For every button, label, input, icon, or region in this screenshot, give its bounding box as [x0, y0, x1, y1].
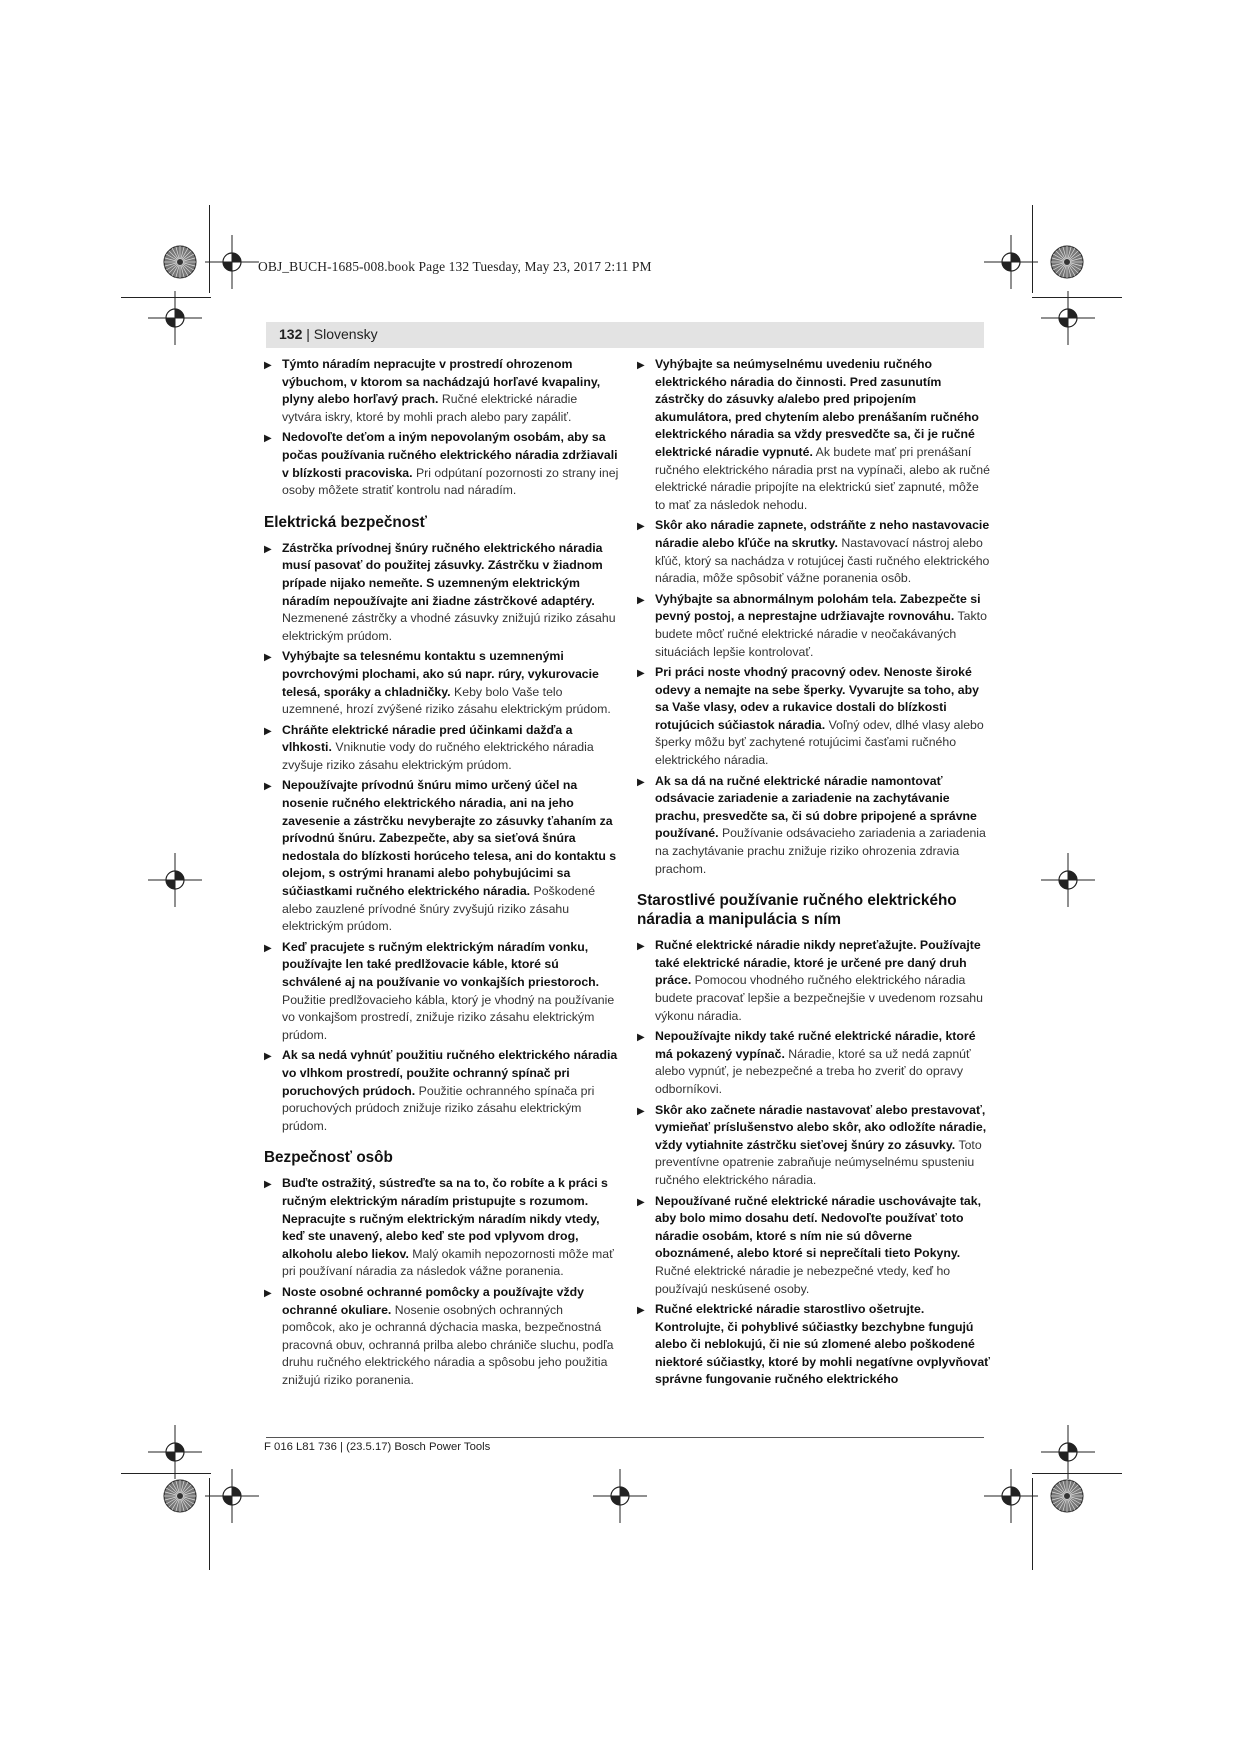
- item-normal-text: Používanie odsávacieho zariadenia a zariadenia na zachytávanie prachu znižuje riziko ohrozenia zdravia prachom.: [655, 826, 986, 876]
- list-item: [264, 1284, 619, 1390]
- item-bold-text: Zástrčka prívodnej šnúry ručného elektrického náradia musí pasovať do použitej zásuvky. Zástrčku v žiadnom prípade nijako nemeňte. S uzemneným elektrickým náradím nepoužívajte ani žiadne zástrčkové adaptéry.: [282, 540, 603, 608]
- item-bold-text: Ak sa dá na ručné elektrické náradie namontovať odsávacie zariadenie a zariadenie na zachytávanie prachu, presvedčte sa, či sú dobre pripojené a správne používané.: [655, 773, 977, 841]
- left-intro-list: [264, 356, 619, 500]
- list-item: [264, 356, 619, 426]
- item-bold-text: Vyhýbajte sa abnormálnym polohám tela. Zabezpečte si pevný postoj, a neprestajne udržiavajte rovnováhu.: [655, 591, 981, 624]
- item-bold-text: Vyhýbajte sa neúmyselnému uvedeniu ručného elektrického náradia do činnosti. Pred zasunutím zástrčky do zásuvky a/alebo pred pripojením akumulátora, pred chytením alebo prenášaním ručného elektrického náradia sa vždy presvedčte sa, či je ručné elektrické náradie vypnuté.: [655, 357, 979, 459]
- section-heading-electrical-safety: Elektrická bezpečnosť: [264, 513, 427, 531]
- bullet-icon: ▶: [264, 652, 272, 664]
- item-bold-text: Noste osobné ochranné pomôcky a používajte vždy ochranné okuliare.: [282, 1284, 585, 1317]
- bullet-icon: ▶: [637, 1196, 645, 1208]
- bullet-icon: ▶: [637, 521, 645, 533]
- registration-crosshair-icon: [984, 1469, 1038, 1523]
- bullet-icon: ▶: [637, 360, 645, 371]
- registration-crosshair-icon: [1041, 291, 1095, 345]
- list-item: [637, 1193, 992, 1299]
- right-column: [637, 356, 992, 1392]
- crop-line: [209, 1478, 210, 1570]
- bullet-icon: ▶: [264, 543, 272, 555]
- bullet-icon: ▶: [637, 594, 645, 606]
- bullet-icon: ▶: [264, 1179, 272, 1191]
- registration-crosshair-icon: [148, 291, 202, 345]
- item-bold-text: Nepoužívajte prívodnú šnúru mimo určený účel na nosenie ručného elektrického náradia, ani na jeho zavesenie a zástrčku nevyberajte zo zásuvky ťahaním za prívodnú šnúru. Zabezpečte, aby sa sieťová šnúra nedostala do blízkosti horúceho telesa, ani do kontaktu s olejom, s ostrými hranami alebo pohybujúcimi sa súčiastkami ručného elektrického náradia.: [282, 778, 617, 899]
- color-bar-icon: [162, 1478, 198, 1514]
- item-bold-text: Chráňte elektrické náradie pred účinkami dažďa a vlhkosti.: [282, 722, 573, 755]
- page-header: [279, 326, 378, 342]
- list-item: [264, 1175, 619, 1281]
- list-item: [264, 648, 619, 718]
- item-normal-text: Vniknutie vody do ručného elektrického náradia zvyšuje riziko zásahu elektrickým prúdom.: [282, 740, 594, 772]
- item-bold-text: Buďte ostražitý, sústreďte sa na to, čo robíte a k práci s ručným elektrickým náradím pristupujte s rozumom. Nepracujte s ručným elektrickým náradím nikdy vtedy, keď ste unavený, alebo keď ste pod vplyvom drog, alkoholu alebo liekov.: [282, 1176, 608, 1261]
- bullet-icon: ▶: [264, 360, 272, 371]
- bullet-icon: ▶: [264, 1287, 272, 1299]
- bullet-icon: ▶: [637, 776, 645, 788]
- bullet-icon: ▶: [264, 1051, 272, 1063]
- crop-line: [1032, 205, 1033, 293]
- list-item: [264, 429, 619, 499]
- registration-crosshair-icon: [148, 1425, 202, 1479]
- bullet-icon: ▶: [264, 433, 272, 445]
- item-normal-text: Nezmenené zástrčky a vhodné zásuvky znižujú riziko zásahu elektrickým prúdom.: [282, 611, 616, 643]
- item-normal-text: Pri odpútaní pozornosti zo strany inej osoby môžete stratiť kontrolu nad náradím.: [282, 465, 619, 498]
- list-item: [637, 664, 992, 770]
- item-normal-text: Použitie ochranného spínača pri poruchových prúdoch znižuje riziko zásahu elektrickým prúdom.: [282, 1083, 595, 1133]
- bullet-icon: ▶: [264, 942, 272, 954]
- item-bold-text: Ak sa nedá vyhnúť použitiu ručného elektrického náradia vo vlhkom prostredí, použite ochranný spínač pri poruchových prúdoch.: [282, 1048, 618, 1098]
- bullet-icon: ▶: [264, 781, 272, 793]
- item-normal-text: Nosenie osobných ochranných pomôcok, ako je ochranná dýchacia maska, bezpečnostná pracovná obuv, ochranná prilba alebo chrániče sluchu, podľa druhu ručného elektrického náradia a spôsobu jeho použitia znižujú riziko poranenia.: [282, 1302, 614, 1387]
- list-item: [637, 1028, 992, 1098]
- header-language: Slovensky: [313, 326, 378, 342]
- item-normal-text: Keby bolo Vaše telo uzemnené, hrozí zvýšené riziko zásahu elektrickým prúdom.: [282, 684, 611, 717]
- bullet-icon: ▶: [637, 668, 645, 680]
- footer-rule: [266, 1437, 984, 1438]
- item-normal-text: Ručné elektrické náradie vytvára iskry, ktoré by mohli prach alebo pary zapáliť.: [282, 392, 578, 424]
- list-item: [637, 356, 992, 514]
- item-normal-text: Použitie predlžovacieho kábla, ktorý je vhodný na používanie vo vonkajšom prostredí, znižuje riziko zásahu elektrickým prúdom.: [282, 992, 615, 1042]
- list-item: [637, 773, 992, 879]
- section-heading-tool-use-and-care: Starostlivé používanie ručného elektrického náradia a manipulácia s ním: [637, 892, 957, 929]
- list-item: [637, 1102, 992, 1190]
- section-heading-personal-safety: Bezpečnosť osôb: [264, 1149, 393, 1167]
- registration-crosshair-icon: [205, 1469, 259, 1523]
- item-normal-text: Toto preventívne opatrenie zabraňuje neúmyselnému spusteniu ručného elektrického náradia.: [655, 1137, 982, 1187]
- item-bold-text: Pri práci noste vhodný pracovný odev. Nenoste široké odevy a nemajte na sebe šperky. Vyvarujte sa toho, aby sa Vaše vlasy, odev a rukavice dostali do blízkosti rotujúcich súčiastok náradia.: [655, 665, 979, 732]
- item-bold-text: Nepoužívajte nikdy také ručné elektrické náradie, ktoré má pokazený vypínač.: [655, 1029, 976, 1061]
- list-item: [637, 1301, 992, 1389]
- page-footer: F 016 L81 736 | (23.5.17) Bosch Power Tools: [264, 1441, 491, 1453]
- bullet-icon: ▶: [637, 1032, 645, 1044]
- registration-crosshair-icon: [984, 235, 1038, 289]
- item-bold-text: Skôr ako začnete náradie nastavovať alebo prestavovať, vymieňať príslušenstvo alebo skôr, ako odložíte náradie, vždy vytiahnite zástrčku sieťovej šnúry zo zásuvky.: [655, 1102, 987, 1152]
- registration-crosshair-icon: [1041, 1425, 1095, 1479]
- page-number: 132: [279, 326, 303, 342]
- crop-line: [209, 205, 210, 293]
- item-normal-text: Malý okamih nepozornosti môže mať pri používaní náradia za následok vážne poranenia.: [282, 1246, 614, 1279]
- personal-safety-list: [264, 1175, 619, 1389]
- list-item: [264, 540, 619, 646]
- item-bold-text: Keď pracujete s ručným elektrickým náradím vonku, používajte len také predlžovacie káble, ktoré sú schválené aj na používanie vo vonkajších priestoroch.: [282, 939, 600, 989]
- color-bar-icon: [162, 244, 198, 280]
- header-separator: |: [302, 326, 314, 342]
- item-normal-text: Nastavovací nástroj alebo kľúč, ktorý sa nachádza v rotujúcej časti ručného elektrického náradia, môže spôsobiť vážne poranenia osôb.: [655, 535, 990, 586]
- list-item: [637, 591, 992, 661]
- item-normal-text: Pomocou vhodného ručného elektrického náradia budete pracovať lepšie a bezpečnejšie v uvedenom rozsahu výkonu náradia.: [655, 973, 983, 1023]
- list-item: [264, 722, 619, 775]
- right-intro-list: [637, 356, 992, 878]
- bullet-icon: ▶: [264, 725, 272, 737]
- item-normal-text: Ručné elektrické náradie je nebezpečné vtedy, keď ho používajú neskúsené osoby.: [655, 1263, 951, 1296]
- list-item: [264, 1047, 619, 1135]
- item-normal-text: Takto budete môcť ručné elektrické náradie v neočakávaných situáciách lepšie kontrolovať.: [655, 609, 987, 659]
- left-column: [264, 356, 619, 1392]
- item-bold-text: Nedovoľte deťom a iným nepovolaným osobám, aby sa počas používania ručného elektrického náradia zdržiavali v blízkosti pracoviska.: [282, 430, 618, 480]
- list-item: [637, 937, 992, 1025]
- tool-use-care-list: [637, 937, 992, 1389]
- registration-crosshair-icon: [205, 235, 259, 289]
- registration-crosshair-icon: [148, 853, 202, 907]
- registration-crosshair-icon: [1041, 853, 1095, 907]
- item-bold-text: Vyhýbajte sa telesnému kontaktu s uzemnenými povrchovými plochami, ako sú napr. rúry, vykurovacie telesá, sporáky a chladničky.: [282, 649, 599, 699]
- crop-line: [1032, 1478, 1033, 1570]
- registration-crosshair-icon: [593, 1469, 647, 1523]
- item-normal-text: Voľný odev, dlhé vlasy alebo šperky môžu byť zachytené rotujúcimi časťami ručného elektrického náradia.: [655, 717, 984, 768]
- color-bar-icon: [1049, 1478, 1085, 1514]
- item-bold-text: Týmto náradím nepracujte v prostredí ohrozenom výbuchom, v ktorom sa nachádzajú horľavé kvapaliny, plyny alebo horľavý prach.: [282, 357, 601, 407]
- item-bold-text: Ručné elektrické náradie nikdy nepreťažujte. Používajte také elektrické náradie, ktoré je určené pre daný druh práce.: [655, 938, 981, 988]
- list-item: [264, 939, 619, 1045]
- file-slug: OBJ_BUCH-1685-008.book Page 132 Tuesday, May 23, 2017 2:11 PM: [258, 259, 652, 274]
- item-bold-text: Nepoužívané ručné elektrické náradie uschovávajte tak, aby bolo mimo dosahu detí. Nedovoľte používať toto náradie osobám, ktoré s ním nie sú dôverne oboznámené, alebo ktoré si neprečítali tieto Pokyny.: [655, 1193, 982, 1261]
- item-bold-text: Skôr ako náradie zapnete, odstráňte z neho nastavovacie náradie alebo kľúče na skrutky.: [655, 518, 990, 550]
- list-item: [637, 517, 992, 587]
- item-normal-text: Poškodené alebo zauzlené prívodné šnúry zvyšujú riziko zásahu elektrickým prúdom.: [282, 884, 596, 934]
- color-bar-icon: [1049, 244, 1085, 280]
- item-normal-text: Náradie, ktoré sa už nedá zapnúť alebo vypnúť, je nebezpečné a treba ho zveriť do opravy odborníkovi.: [655, 1046, 971, 1096]
- electrical-safety-list: [264, 540, 619, 1136]
- bullet-icon: ▶: [637, 1305, 645, 1317]
- bullet-icon: ▶: [637, 941, 645, 953]
- item-normal-text: Ak budete mať pri prenášaní ručného elektrického náradia prst na vypínači, alebo ak ručné elektrické náradie pripojíte na elektrickú sieť zapnuté, môže to mať za následok nehodu.: [655, 444, 990, 512]
- list-item: [264, 777, 619, 935]
- item-bold-text: Ručné elektrické náradie starostlivo ošetrujte. Kontrolujte, či pohyblivé súčiastky bezchybne fungujú alebo či neblokujú, či nie sú zlomené alebo poškodené niektoré súčiastky, ktoré by mohli negatívne ovplyvňovať správne fungovanie ručného elektrického: [655, 1302, 991, 1387]
- bullet-icon: ▶: [637, 1105, 645, 1117]
